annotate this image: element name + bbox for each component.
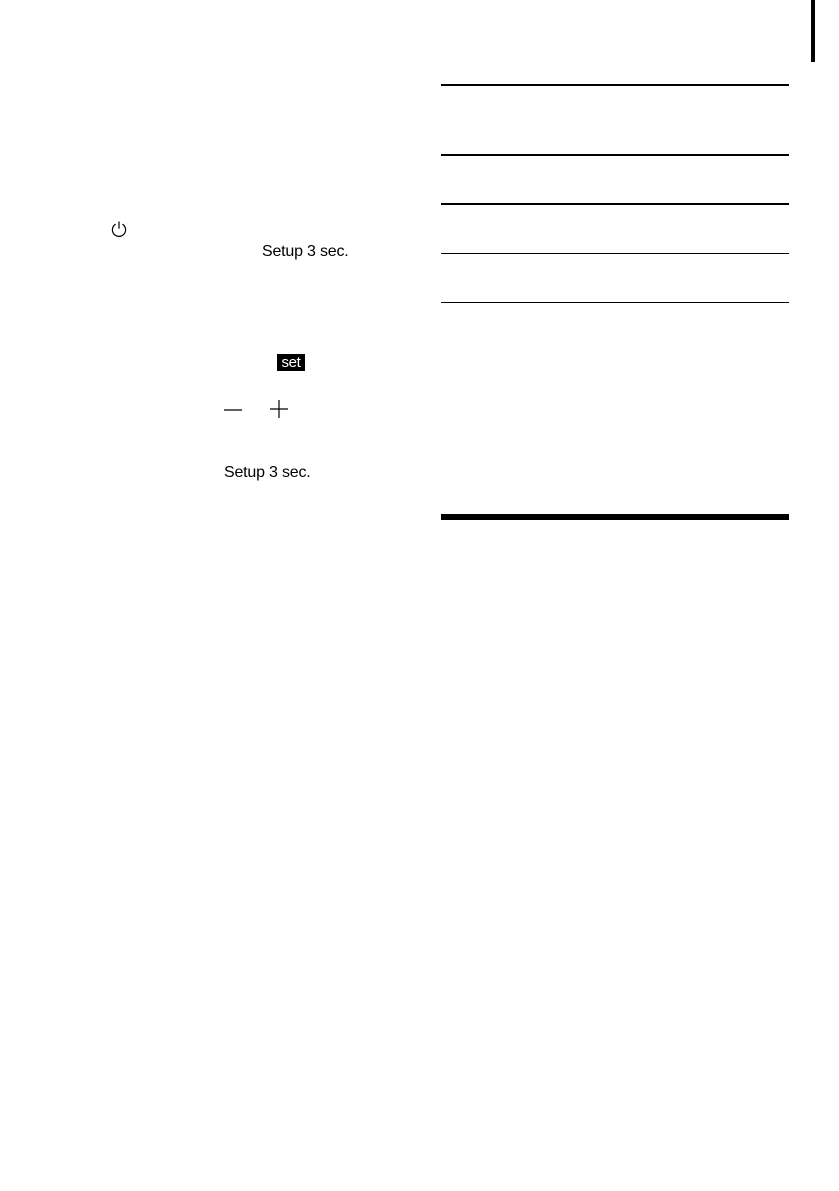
minus-icon [223,400,243,420]
setup-hold-label-repeat: Setup 3 sec. [224,464,311,481]
set-button-label: set [277,354,305,371]
table-row-divider [441,253,789,254]
setup-hold-label: Setup 3 sec. [262,243,349,260]
table-top-rule [441,84,789,86]
power-icon [110,220,128,238]
table-row-divider [441,154,789,156]
page-edge-marker [811,0,815,62]
plus-icon [268,398,290,420]
table-row-divider [441,203,789,205]
section-heading-rule [441,514,789,520]
table-bottom-rule [441,302,789,303]
